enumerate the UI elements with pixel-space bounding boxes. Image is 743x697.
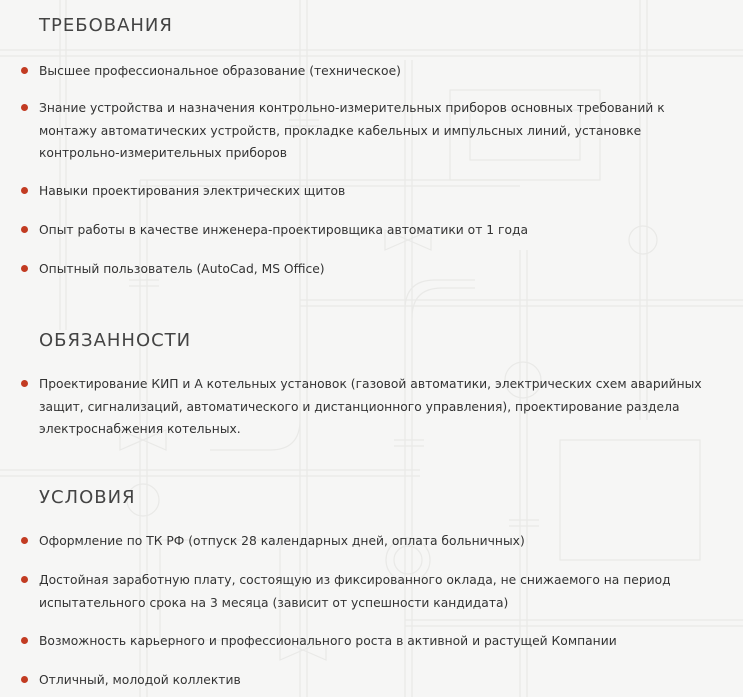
item-text: Опыт работы в качестве инженера-проектировщика автоматики от 1 года: [39, 223, 529, 237]
item-text: Оформление по ТК РФ (отпуск 28 календарных дней, оплата больничных): [39, 534, 525, 548]
bullet-icon: [21, 67, 28, 74]
item-text: Достойная заработную плату, состоящую из фиксированного оклада, не снижаемого на период испытательного срока на 3 месяца (зависит от успешности кандидата): [39, 573, 671, 610]
bullet-icon: [21, 676, 28, 683]
bullet-icon: [21, 576, 28, 583]
bullet-icon: [21, 637, 28, 644]
bullet-icon: [21, 380, 28, 387]
requirements-heading: ТРЕБОВАНИЯ: [39, 15, 173, 36]
item-text: Высшее профессиональное образование (техническое): [39, 64, 401, 78]
bullet-icon: [21, 187, 28, 194]
item-text: Отличный, молодой коллектив: [39, 673, 241, 687]
item-text: Возможность карьерного и профессионального роста в активной и растущей Компании: [39, 634, 617, 648]
conditions-heading: УСЛОВИЯ: [39, 487, 136, 508]
bullet-icon: [21, 537, 28, 544]
item-text: Проектирование КИП и А котельных установок (газовой автоматики, электрических схем аварийных защит, сигнализаций, автоматического и дистанционного управления), проектирование раздела электроснабжения котельных.: [39, 377, 702, 436]
item-text: Знание устройства и назначения контрольно-измерительных приборов основных требований к монтажу автоматических устройств, прокладке кабельных и импульсных линий, установке контрольно-измерительных приборов: [39, 101, 665, 160]
bullet-icon: [21, 104, 28, 111]
item-text: Навыки проектирования электрических щитов: [39, 184, 346, 198]
item-text: Опытный пользователь (AutoCad, MS Office): [39, 262, 325, 276]
bullet-icon: [21, 226, 28, 233]
bullet-icon: [21, 265, 28, 272]
duties-heading: ОБЯЗАННОСТИ: [39, 330, 192, 351]
